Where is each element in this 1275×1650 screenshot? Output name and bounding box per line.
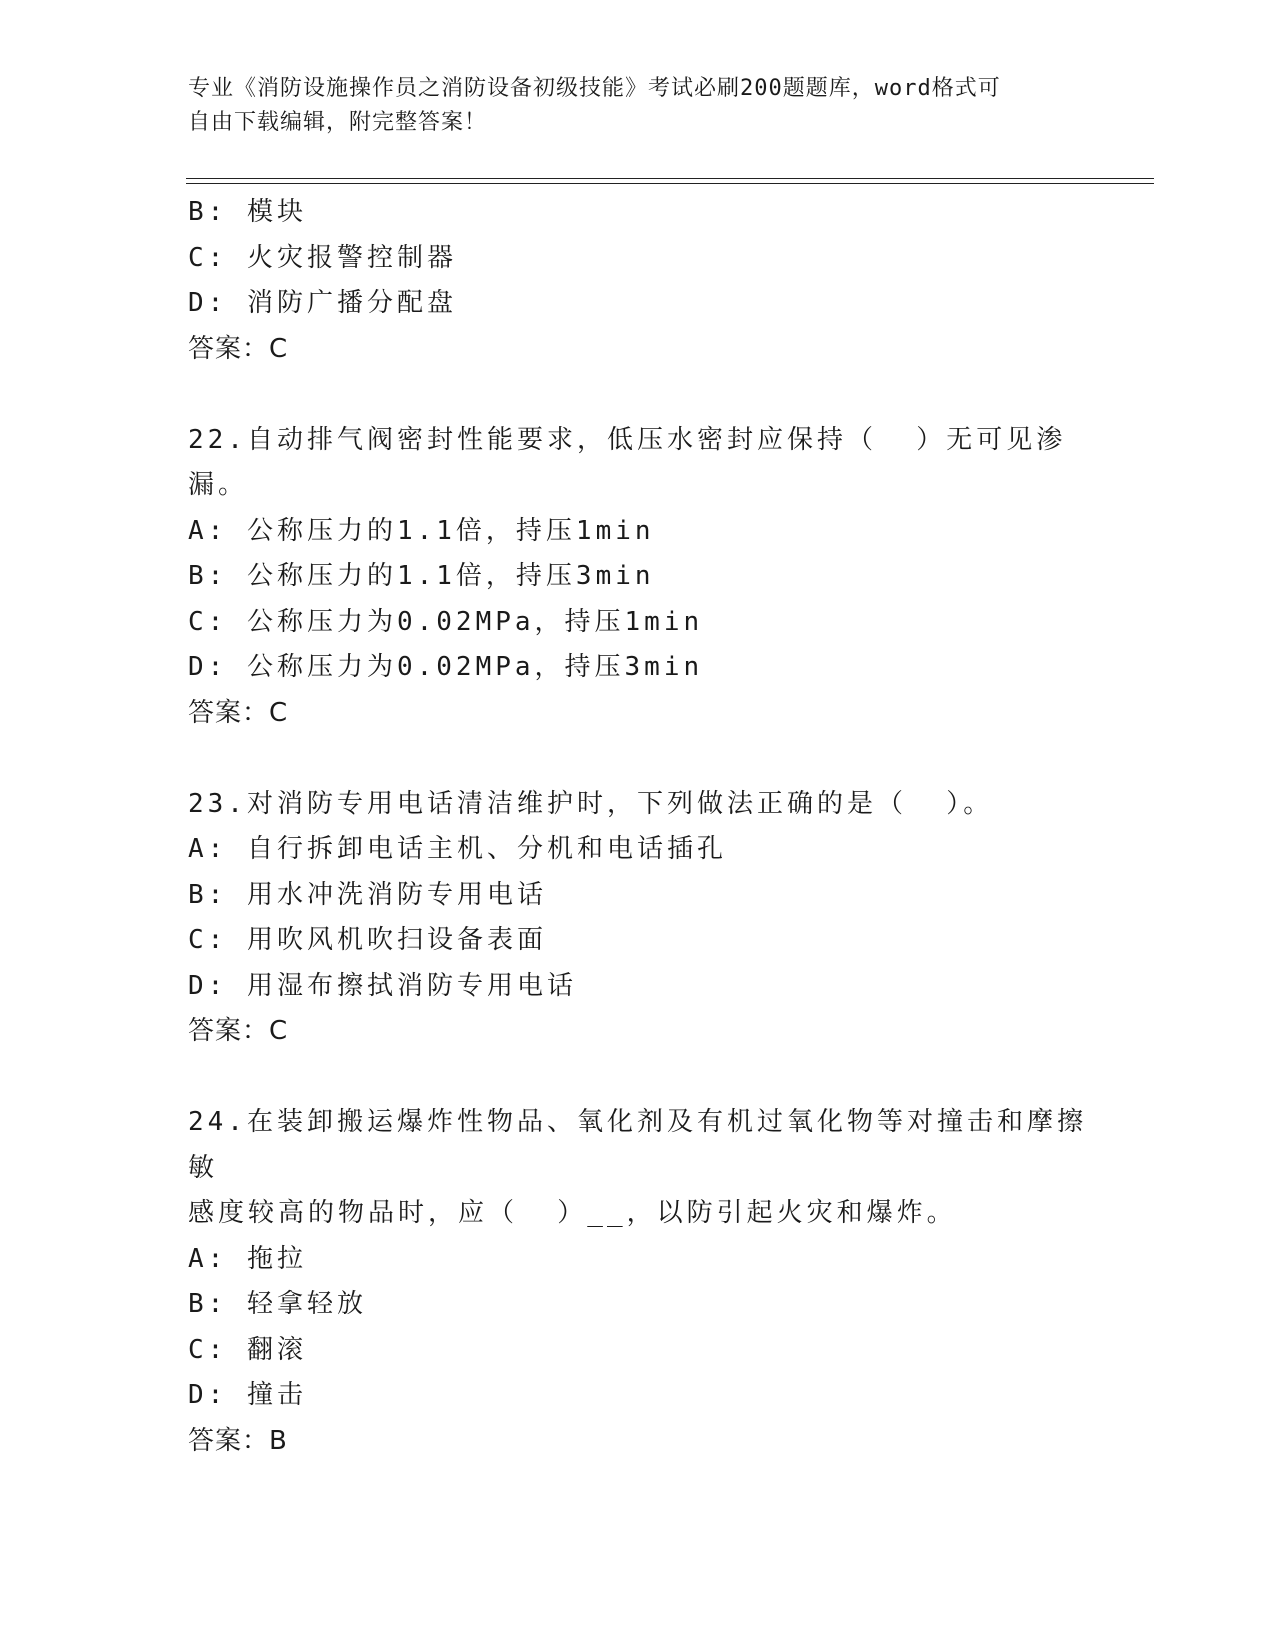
question-23 — [188, 782, 1088, 1055]
option-d: D: 用湿布擦拭消防专用电话 — [188, 970, 577, 1001]
header-divider-top — [186, 178, 1154, 179]
question-21-continued — [188, 190, 1088, 372]
spacer — [188, 1055, 1088, 1101]
option-d: D: 撞击 — [188, 1380, 307, 1410]
option-b: B: 用水冲洗消防专用电话 — [188, 879, 547, 910]
option-c: C: 用吹风机吹扫设备表面 — [188, 925, 547, 955]
answer-line: 答案：C — [188, 333, 289, 364]
answer-line: 答案：C — [188, 697, 289, 728]
option-c: C: 火灾报警控制器 — [188, 242, 457, 273]
option-b: B: 模块 — [188, 197, 307, 227]
answer-line: 答案：C — [188, 1016, 289, 1046]
spacer — [188, 736, 1088, 782]
header-divider-bottom — [186, 183, 1154, 184]
option-a: A: 拖拉 — [188, 1243, 307, 1274]
option-a: A: 自行拆卸电话主机、分机和电话插孔 — [188, 834, 727, 864]
answer-line: 答案：B — [188, 1425, 288, 1456]
header-title-line-2: 自由下载编辑，附完整答案！ — [188, 110, 488, 135]
document-header — [188, 72, 1068, 140]
question-stem-line-2: 感度较高的物品时，应（ ）__，以防引起火灾和爆炸。 — [188, 1198, 957, 1228]
spacer — [188, 372, 1088, 418]
question-22 — [188, 418, 1088, 737]
question-stem-line-1: 24.在装卸搬运爆炸性物品、氧化剂及有机过氧化物等对撞击和摩擦敏 — [188, 1107, 1087, 1183]
question-24 — [188, 1100, 1088, 1464]
option-a: A: 公称压力的1.1倍，持压1min — [188, 515, 655, 546]
option-d: D: 消防广播分配盘 — [188, 288, 457, 318]
question-stem: 22.自动排气阀密封性能要求，低压水密封应保持（ ）无可见渗漏。 — [188, 424, 1067, 500]
option-c: C: 翻滚 — [188, 1334, 307, 1365]
header-title-line-1: 专业《消防设施操作员之消防设备初级技能》考试必刷200题题库，word格式可 — [188, 76, 1001, 101]
option-d: D: 公称压力为0.02MPa，持压3min — [188, 652, 704, 682]
option-b: B: 公称压力的1.1倍，持压3min — [188, 561, 655, 591]
option-b: B: 轻拿轻放 — [188, 1289, 367, 1319]
question-list — [188, 190, 1088, 1464]
question-stem: 23.对消防专用电话清洁维护时，下列做法正确的是（ ）。 — [188, 788, 994, 819]
option-c: C: 公称压力为0.02MPa，持压1min — [188, 606, 704, 637]
